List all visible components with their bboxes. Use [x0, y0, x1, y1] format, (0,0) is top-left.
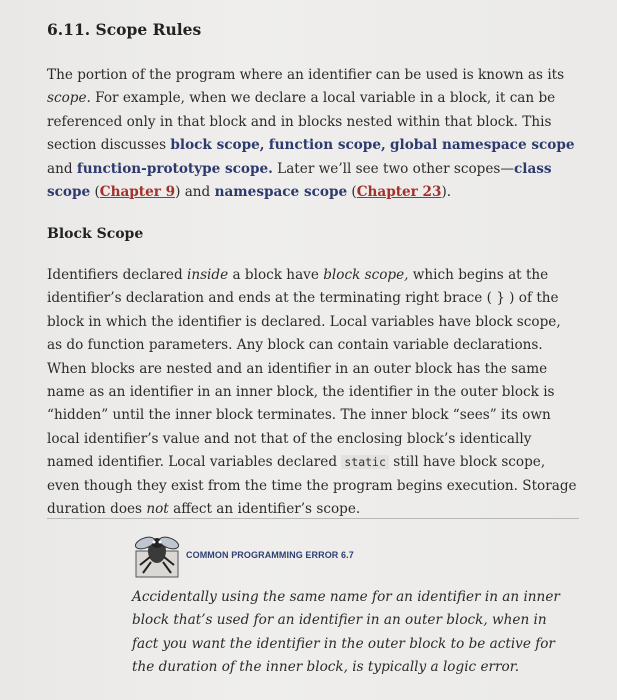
term-function-scope: function scope, [268, 137, 386, 154]
block-scope-heading: Block Scope [47, 226, 144, 242]
error-tip-text: Accidentally using the same name for an identifier in an inner block that’s used for an identifier in an outer block, when in fact you want the identifier in the outer block to be active for the duration of the inner block, is typically a logic error. [132, 589, 560, 676]
chapter-9-link[interactable]: Chapter 9 [99, 184, 176, 201]
error-tip-label: COMMON PROGRAMMING ERROR 6.7 [186, 550, 354, 560]
intro-paragraph: The portion of the program where an identifier can be used is known as its scope. For example, when we declare a local variable in a block, it can be referenced only in that block and in blocks nested within that block. This section discusses block scope, function scope, global namespace scope and function-prototype scope. Later we’ll see two other scopes—class scope (Chapter 9) and namespace scope (Chapter 23). [47, 67, 575, 201]
term-global-namespace-scope: global namespace scope [390, 137, 575, 154]
bug-icon [134, 531, 180, 579]
section-title: 6.11. Scope Rules [47, 20, 202, 39]
term-block-scope: block scope, [170, 137, 265, 154]
term-class-scope: class scope [47, 160, 552, 201]
section-divider [47, 518, 579, 519]
term-function-prototype-scope: function-prototype scope. [76, 160, 273, 177]
code-static: static [341, 455, 389, 469]
chapter-23-link[interactable]: Chapter 23 [356, 184, 442, 201]
term-namespace-scope: namespace scope [214, 184, 348, 201]
block-scope-paragraph: Identifiers declared inside a block have block scope, which begins at the identifier’s declaration and ends at the terminating right brace ( } ) of the block in which the identifier is declared. Local variables have block scope, as do function parameters. Any block can contain variable declarations. When blocks are nested and an identifier in an outer block has the same name as an identifier in an inner block, the identifier in the outer block is “hidden” until the inner block terminates. The inner block “sees” its own local identifier’s value and not that of the enclosing block’s identically named identifier. Local variables declared static still have block scope, even though they exist from the time the program begins execution. Storage duration does not affect an identifier’s scope. [47, 267, 577, 518]
